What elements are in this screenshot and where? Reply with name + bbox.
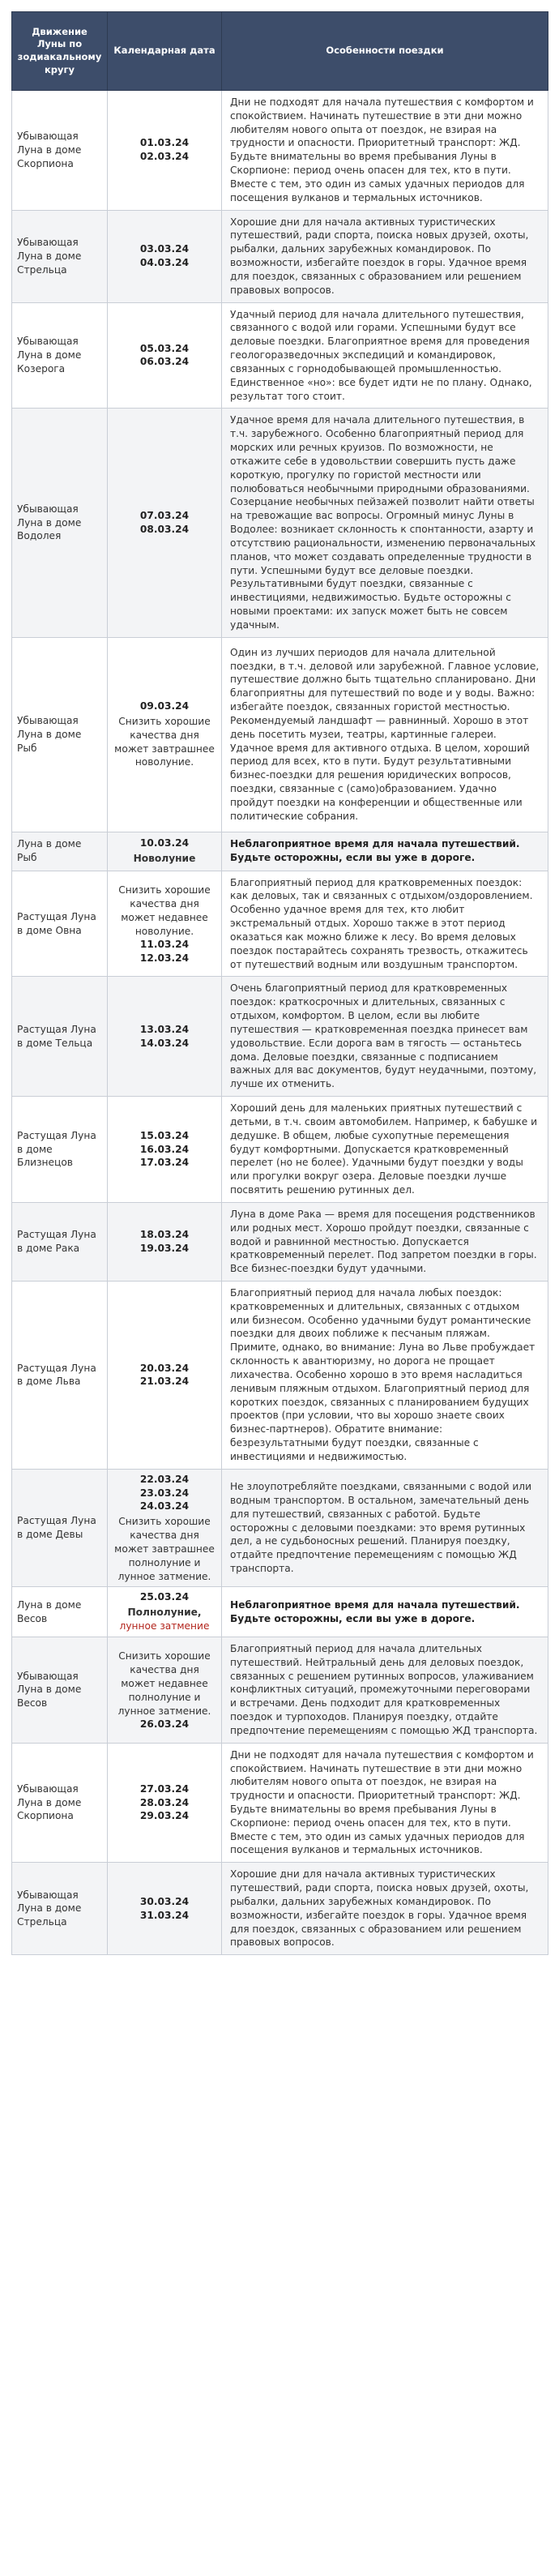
table-row xyxy=(12,977,548,1097)
date-cell xyxy=(108,637,222,832)
calendar-date: 07.03.24 xyxy=(139,510,190,522)
trip-description-cell: Очень благоприятный период для кратковременных поездок: краткосрочных и длительных, связанных с отдыхом, комфортом. В целом, если вы любите путешествия — кратковременная поездка принесет вам удовольствие. Если дорога вам в тягость — останьтесь дома. Деловые поездки, связанные с подписанием важных для вас документов, будут неудачными, поэтому, лучше их отменить. xyxy=(222,977,548,1097)
moon-travel-table xyxy=(11,11,548,1955)
moon-position-cell: Растущая Луна в доме Льва xyxy=(12,1282,108,1470)
table-row xyxy=(12,409,548,637)
trip-description-cell: Благоприятный период для начала длительных путешествий. Нейтральный день для деловых поездок, связанных с решением рутинных вопросов, улаживанием конфликтных ситуаций, промежуточными переговорами и встречами. День подходит для кратковременных поездок и турпоходов. Планируя поездку, отдайте предпочтение перемещениям с помощью ЖД транспорта. xyxy=(222,1637,548,1743)
date-cell xyxy=(108,210,222,302)
table-row xyxy=(12,1863,548,1955)
table-row xyxy=(12,1282,548,1470)
table-row xyxy=(12,1743,548,1863)
calendar-date: 05.03.24 xyxy=(139,342,190,354)
calendar-date: 18.03.24 xyxy=(139,1229,190,1241)
calendar-date: 20.03.24 xyxy=(139,1362,190,1374)
date-cell xyxy=(108,1637,222,1743)
date-cell xyxy=(108,1282,222,1470)
moon-position-cell: Убывающая Луна в доме Скорпиона xyxy=(12,1743,108,1863)
table-row xyxy=(12,871,548,977)
moon-position-cell: Убывающая Луна в доме Скорпиона xyxy=(12,91,108,211)
date-cell xyxy=(108,1202,222,1281)
date-cell xyxy=(108,91,222,211)
header-desc: Особенности поездки xyxy=(222,12,548,91)
calendar-date: 11.03.24 xyxy=(139,939,190,951)
date-cell xyxy=(108,871,222,977)
table-row xyxy=(12,1637,548,1743)
table-row xyxy=(12,1202,548,1281)
moon-position-cell: Убывающая Луна в доме Рыб xyxy=(12,637,108,832)
date-cell xyxy=(108,409,222,637)
date-cell xyxy=(108,1097,222,1203)
calendar-date: 25.03.24 xyxy=(139,1591,190,1603)
moon-position-cell: Луна в доме Рыб xyxy=(12,832,108,871)
table-body xyxy=(12,91,548,1955)
calendar-date: 06.03.24 xyxy=(139,356,190,368)
trip-description-cell: Не злоупотребляйте поездками, связанными с водой или водным транспортом. В остальном, замечательный день для путешествий, связанных с работой. Будьте осторожны с деловыми поездками: это время рутинных дел, а не судьбоносных решений. Планируя поездку, отдайте предпочтение перемещениям с помощью ЖД транспорта. xyxy=(222,1469,548,1587)
date-note: Полнолуние, xyxy=(127,1607,202,1619)
moon-position-cell: Растущая Луна в доме Рака xyxy=(12,1202,108,1281)
calendar-date: 30.03.24 xyxy=(139,1895,190,1907)
calendar-date: 12.03.24 xyxy=(139,952,190,965)
trip-description-cell: Хороший день для маленьких приятных путешествий с детьми, в т.ч. своим автомобилем. Например, к бабушке и дедушке. В общем, любые сухопутные перемещения будут комфортными. Допускается кратковременный перелет (но не более). Удачными будут поездки у воды или прогулки вокруг озера. Деловые поездки лучше посвятить решению рутинных дел. xyxy=(222,1097,548,1203)
calendar-date: 09.03.24 xyxy=(139,700,190,712)
table-row xyxy=(12,91,548,211)
trip-description-cell: Удачный период для начала длительного путешествия, связанного с водой или горами. Успешными будут все деловые поездки. Благоприятное время для проведения геологоразведочных экспедиций и командировок, связанных с горнодобывающей промышленностью. Единственное «но»: все будет идти не по плану. Однако, результат того стоит. xyxy=(222,302,548,409)
table-row xyxy=(12,210,548,302)
trip-description-cell: Благоприятный период для кратковременных поездок: как деловых, так и связанных с отдыхом/оздоровлением. Особенно удачное время для тех, кто любит экстремальный отдых. Хорошо также в этот период оказаться как можно ближе к лесу. Во время деловых поездок постарайтесь сохранять трезвость, откажитесь от путешествий водным или воздушным транспортом. xyxy=(222,871,548,977)
moon-position-cell: Луна в доме Весов xyxy=(12,1587,108,1637)
eclipse-note: лунное затмение xyxy=(119,1620,210,1632)
header-date: Календарная дата xyxy=(108,12,222,91)
moon-position-cell: Убывающая Луна в доме Водолея xyxy=(12,409,108,637)
calendar-date: 17.03.24 xyxy=(139,1157,190,1169)
calendar-date: 16.03.24 xyxy=(139,1143,190,1155)
header-row xyxy=(12,12,548,91)
calendar-date: 24.03.24 xyxy=(139,1500,190,1513)
trip-description-cell: Неблагоприятное время для начала путешествий. Будьте осторожны, если вы уже в дороге. xyxy=(222,832,548,871)
table-row xyxy=(12,832,548,871)
trip-description-cell: Хорошие дни для начала активных туристических путешествий, ради спорта, поиска новых друзей, охоты, рыбалки, дальних зарубежных командировок. По возможности, избегайте поездок в горы. Удачное время для поездок, связанных с образованием или решением правовых вопросов. xyxy=(222,1863,548,1955)
date-cell xyxy=(108,832,222,871)
moon-position-cell: Растущая Луна в доме Близнецов xyxy=(12,1097,108,1203)
date-cell xyxy=(108,1863,222,1955)
date-cell xyxy=(108,1587,222,1637)
date-cell xyxy=(108,302,222,409)
calendar-date: 21.03.24 xyxy=(139,1376,190,1388)
calendar-date: 15.03.24 xyxy=(139,1129,190,1141)
trip-description-cell: Хорошие дни для начала активных туристических путешествий, ради спорта, поиска новых друзей, охоты, рыбалки, дальних зарубежных командировок. По возможности, избегайте поездок в горы. Удачное время для поездок, связанных с образованием или решением правовых вопросов. xyxy=(222,210,548,302)
date-cell xyxy=(108,977,222,1097)
calendar-date: 03.03.24 xyxy=(139,243,190,255)
calendar-date: 19.03.24 xyxy=(139,1242,190,1254)
calendar-date: 04.03.24 xyxy=(139,257,190,269)
moon-position-cell: Убывающая Луна в доме Стрельца xyxy=(12,1863,108,1955)
calendar-date: 23.03.24 xyxy=(139,1487,190,1499)
date-note: Снизить хорошие качества дня может завтрашнее полнолуние и лунное затмение. xyxy=(114,1516,215,1582)
calendar-date: 14.03.24 xyxy=(139,1037,190,1049)
moon-position-cell: Убывающая Луна в доме Козерога xyxy=(12,302,108,409)
calendar-date: 13.03.24 xyxy=(139,1023,190,1035)
date-note: Новолуние xyxy=(133,853,196,865)
moon-position-cell: Растущая Луна в доме Тельца xyxy=(12,977,108,1097)
table-row xyxy=(12,302,548,409)
trip-description-cell: Удачное время для начала длительного путешествия, в т.ч. зарубежного. Особенно благоприятный период для морских или речных круизов. По возможности, не откажите себе в удовольствии совершить пусть даже короткую, прогулку по гористой местности или полюбоваться необычными природными образованиями. Созерцание необычных пейзажей позволит найти ответы на тревожащие вас вопросы. Огромный минус Луны в Водолее: возникает склонность к спонтанности, азарту и отсутствию рациональности, изменению первоначальных планов, что может создавать определенные трудности в пути. Успешными будут все деловые поездки. Результативными будут поездки, связанные с инвестициями, недвижимостью. Будьте осторожны с новыми проектами: их запуск может быть не совсем удачным. xyxy=(222,409,548,637)
calendar-date: 22.03.24 xyxy=(139,1473,190,1485)
calendar-date: 01.03.24 xyxy=(139,137,190,149)
trip-description-cell: Неблагоприятное время для начала путешествий. Будьте осторожны, если вы уже в дороге. xyxy=(222,1587,548,1637)
table-header xyxy=(12,12,548,91)
trip-description-cell: Луна в доме Рака — время для посещения родственников или родных мест. Хорошо пройдут поездки, связанные с водой и равнинной местностью. Допускается кратковременный перелет. Под запретом поездки в горы. Все бизнес-поездки будут удачными. xyxy=(222,1202,548,1281)
date-cell xyxy=(108,1469,222,1587)
trip-description-cell: Дни не подходят для начала путешествия с комфортом и спокойствием. Начинать путешествие в эти дни можно любителям нового опыта от поездок, не взирая на трудности и опасности. Приоритетный транспорт: ЖД. Будьте внимательны во время пребывания Луны в Скорпионе: период очень опасен для тех, кто в пути. Вместе с тем, это один из самых удачных периодов для посещения вулканов и термальных источников. xyxy=(222,91,548,211)
trip-description-cell: Дни не подходят для начала путешествия с комфортом и спокойствием. Начинать путешествие в эти дни можно любителям нового опыта от поездок, не взирая на трудности и опасности. Приоритетный транспорт: ЖД. Будьте внимательны во время пребывания Луны в Скорпионе: период очень опасен для тех, кто в пути. Вместе с тем, это один из самых удачных периодов для посещения вулканов и термальных источников. xyxy=(222,1743,548,1863)
calendar-date: 08.03.24 xyxy=(139,524,190,536)
header-moon: Движение Луны по зодиакальному кругу xyxy=(12,12,108,91)
moon-position-cell: Растущая Луна в доме Девы xyxy=(12,1469,108,1587)
table-row xyxy=(12,1097,548,1203)
date-note: Снизить хорошие качества дня может завтрашнее новолуние. xyxy=(114,715,215,768)
date-note: Снизить хорошие качества дня может недавнее новолуние. xyxy=(118,884,211,937)
calendar-date: 02.03.24 xyxy=(139,151,190,163)
moon-position-cell: Убывающая Луна в доме Весов xyxy=(12,1637,108,1743)
trip-description-cell: Благоприятный период для начала любых поездок: кратковременных и длительных, связанных с отдыхом или бизнесом. Особенно удачными будут романтические поездки для двоих поближе к песчаным пляжам. Примите, однако, во внимание: Луна во Льве пробуждает склонность к авантюризму, но дорога не прощает лихачества. Особенно хорошо в это время насладиться ленивым пляжным отдыхом. Благоприятный период для коротких поездок, связанных с планированием будущих проектов (при условии, что вы хорошо знаете своих бизнес-партнеров). Обратите внимание: безрезультатными будут поездки, связанные с инвестициями и недвижимостью. xyxy=(222,1282,548,1470)
calendar-date: 10.03.24 xyxy=(139,837,190,849)
calendar-date: 27.03.24 xyxy=(139,1782,190,1795)
date-note: Снизить хорошие качества дня может недавнее полнолуние и лунное затмение. xyxy=(117,1650,211,1717)
calendar-date: 29.03.24 xyxy=(139,1810,190,1822)
table-row xyxy=(12,1469,548,1587)
table-row xyxy=(12,637,548,832)
table-row xyxy=(12,1587,548,1637)
date-cell xyxy=(108,1743,222,1863)
moon-position-cell: Растущая Луна в доме Овна xyxy=(12,871,108,977)
calendar-date: 26.03.24 xyxy=(139,1718,190,1731)
calendar-date: 28.03.24 xyxy=(139,1796,190,1808)
trip-description-cell: Один из лучших периодов для начала длительной поездки, в т.ч. деловой или зарубежной. Главное условие, путешествие должно быть тщательно спланировано. Дни благоприятны для путешествий по воде и у воды. Важно: избегайте поездок, связанных гористой местностью. Рекомендуемый ландшафт — равнинный. Хорошо в этот день посетить музеи, театры, картинные галереи. Удачное время для активного отдыха. В целом, хороший период для всех, кто в пути. Будут результативными бизнес-поездки для решения юридических вопросов, поездки, связанные с (само)образованием. Удачно пройдут поездки на конференции и общественные или политические собрания. xyxy=(222,637,548,832)
moon-position-cell: Убывающая Луна в доме Стрельца xyxy=(12,210,108,302)
calendar-date: 31.03.24 xyxy=(139,1909,190,1921)
